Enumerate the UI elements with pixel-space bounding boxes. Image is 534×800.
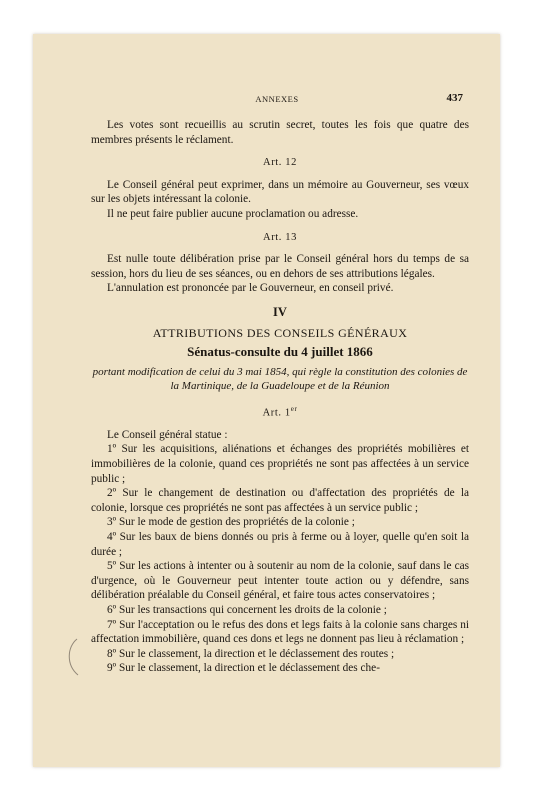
handwritten-bracket-mark xyxy=(63,637,81,677)
article-13-heading: Art. 13 xyxy=(263,231,297,243)
article-12-heading: Art. 12 xyxy=(263,157,297,169)
page-header xyxy=(91,92,463,106)
list-item: 7º Sur l'acceptation ou le refus des dons et legs faits à la colonie sans charges ni affectation immobilière, quand ces dons et legs ne donnent pas lieu à réclamation ; xyxy=(91,618,469,646)
article-1-heading xyxy=(91,402,469,421)
paragraph-proclamation: Il ne peut faire publier aucune proclamation ou adresse. xyxy=(107,207,359,220)
section-numeral: IV xyxy=(273,304,287,319)
book-page xyxy=(33,34,500,767)
paragraph-nullite: Est nulle toute délibération prise par le Conseil général hors du temps de sa session, hors du lieu de ses séances, ou en dehors de ses attributions légales. xyxy=(91,253,469,280)
paragraph-memoire: Le Conseil général peut exprimer, dans un mémoire au Gouverneur, ses vœux sur les objets intéressant la colonie. xyxy=(91,178,469,206)
article-1-label: Art. 1 xyxy=(262,407,291,419)
article-1-intro: Le Conseil général statue : xyxy=(107,428,228,441)
list-item: 6º Sur les transactions qui concernent les droits de la colonie ; xyxy=(107,603,387,616)
page-number: 437 xyxy=(446,92,463,104)
list-item: 4º Sur les baux de biens donnés ou pris à ferme ou à loyer, quelle qu'en soit la durée ; xyxy=(91,530,469,558)
list-item: 9º Sur le classement, la direction et le déclassement des che- xyxy=(107,662,380,675)
running-title: ANNEXES xyxy=(255,94,299,104)
article-1-sup: er xyxy=(290,404,298,413)
list-item: 1º Sur les acquisitions, aliénations et échanges des propriétés mobilières et immobilières de la colonie, quand ces propriétés ne sont pas affectées à un service public ; xyxy=(91,443,469,485)
section-title: ATTRIBUTIONS DES CONSEILS GÉNÉRAUX xyxy=(152,325,408,340)
act-title: Sénatus-consulte du 4 juillet 1866 xyxy=(187,344,373,360)
paragraph-annulation: L'annulation est prononcée par le Gouverneur, en conseil privé. xyxy=(107,282,394,295)
page-body xyxy=(91,118,469,676)
act-subtitle: portant modification de celui du 3 mai 1854, qui règle la constitution des colonies de la Martinique, de la Guadeloupe et de la Réunion xyxy=(92,365,468,392)
list-item: 8º Sur le classement, la direction et le déclassement des routes ; xyxy=(107,647,395,660)
paragraph-votes: Les votes sont recueillis au scrutin secret, toutes les fois que quatre des membres présents le réclament. xyxy=(91,119,469,146)
list-item: 3º Sur le mode de gestion des propriétés de la colonie ; xyxy=(107,516,355,529)
list-item: 2º Sur le changement de destination ou d'affectation des propriétés de la colonie, lorsque ces propriétés ne sont pas affectées à un service public ; xyxy=(91,487,469,514)
list-item: 5º Sur les actions à intenter ou à soutenir au nom de la colonie, sauf dans le cas d'urgence, où le Gouverneur peut intenter toute action ou y défendre, sans délibération préalable du Conseil général, et faire tous actes conservatoires ; xyxy=(91,560,469,602)
